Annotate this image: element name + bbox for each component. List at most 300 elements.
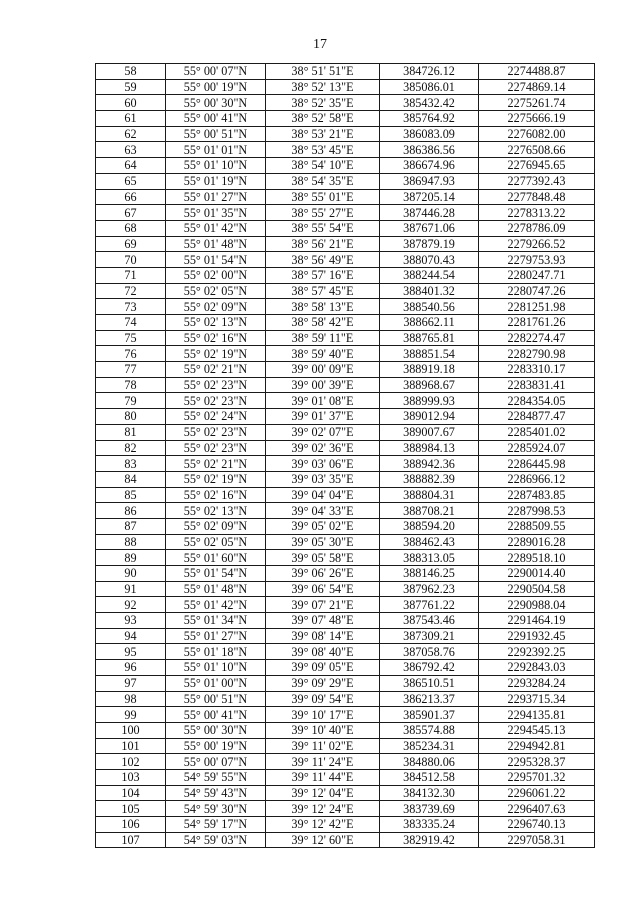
x-coordinate-cell: 387671.06 (380, 220, 479, 236)
latitude-cell: 55° 02' 19"N (166, 346, 266, 362)
latitude-cell: 55° 01' 54"N (166, 566, 266, 582)
latitude-cell: 55° 00' 51"N (166, 126, 266, 142)
longitude-cell: 38° 55' 54"E (266, 220, 380, 236)
x-coordinate-cell: 384726.12 (380, 64, 479, 80)
table-row (96, 283, 595, 299)
latitude-cell: 55° 01' 54"N (166, 252, 266, 268)
latitude-cell: 55° 01' 18"N (166, 644, 266, 660)
latitude-cell: 54° 59' 03"N (166, 832, 266, 848)
longitude-cell: 39° 01' 08"E (266, 393, 380, 409)
point-number-cell: 86 (96, 503, 166, 519)
table-row (96, 691, 595, 707)
point-number-cell: 103 (96, 769, 166, 785)
table-row (96, 518, 595, 534)
table-row (96, 754, 595, 770)
table-row (96, 424, 595, 440)
y-coordinate-cell: 2289518.10 (479, 550, 595, 566)
latitude-cell: 55° 02' 00"N (166, 267, 266, 283)
coordinate-table-body (96, 64, 595, 848)
point-number-cell: 77 (96, 362, 166, 378)
table-row (96, 220, 595, 236)
x-coordinate-cell: 388662.11 (380, 315, 479, 331)
y-coordinate-cell: 2285924.07 (479, 440, 595, 456)
point-number-cell: 85 (96, 487, 166, 503)
y-coordinate-cell: 2278786.09 (479, 220, 595, 236)
table-row (96, 550, 595, 566)
latitude-cell: 55° 01' 42"N (166, 597, 266, 613)
longitude-cell: 39° 02' 36"E (266, 440, 380, 456)
x-coordinate-cell: 387205.14 (380, 189, 479, 205)
x-coordinate-cell: 386213.37 (380, 691, 479, 707)
point-number-cell: 104 (96, 785, 166, 801)
point-number-cell: 92 (96, 597, 166, 613)
longitude-cell: 38° 54' 10"E (266, 158, 380, 174)
table-row (96, 158, 595, 174)
x-coordinate-cell: 386674.96 (380, 158, 479, 174)
point-number-cell: 83 (96, 456, 166, 472)
longitude-cell: 39° 03' 06"E (266, 456, 380, 472)
latitude-cell: 54° 59' 30"N (166, 801, 266, 817)
longitude-cell: 38° 56' 21"E (266, 236, 380, 252)
latitude-cell: 55° 01' 10"N (166, 158, 266, 174)
latitude-cell: 55° 00' 07"N (166, 754, 266, 770)
longitude-cell: 39° 07' 48"E (266, 613, 380, 629)
latitude-cell: 55° 02' 05"N (166, 283, 266, 299)
point-number-cell: 105 (96, 801, 166, 817)
x-coordinate-cell: 388968.67 (380, 377, 479, 393)
latitude-cell: 55° 02' 23"N (166, 440, 266, 456)
x-coordinate-cell: 387879.19 (380, 236, 479, 252)
longitude-cell: 39° 12' 42"E (266, 817, 380, 833)
table-row (96, 471, 595, 487)
x-coordinate-cell: 385234.31 (380, 738, 479, 754)
point-number-cell: 64 (96, 158, 166, 174)
x-coordinate-cell: 388804.31 (380, 487, 479, 503)
y-coordinate-cell: 2280247.71 (479, 267, 595, 283)
table-row (96, 581, 595, 597)
y-coordinate-cell: 2282274.47 (479, 330, 595, 346)
y-coordinate-cell: 2289016.28 (479, 534, 595, 550)
table-row (96, 597, 595, 613)
y-coordinate-cell: 2280747.26 (479, 283, 595, 299)
point-number-cell: 58 (96, 64, 166, 80)
table-row (96, 769, 595, 785)
y-coordinate-cell: 2295701.32 (479, 769, 595, 785)
longitude-cell: 39° 04' 33"E (266, 503, 380, 519)
point-number-cell: 79 (96, 393, 166, 409)
point-number-cell: 78 (96, 377, 166, 393)
point-number-cell: 76 (96, 346, 166, 362)
y-coordinate-cell: 2287998.53 (479, 503, 595, 519)
x-coordinate-cell: 384880.06 (380, 754, 479, 770)
longitude-cell: 39° 10' 40"E (266, 722, 380, 738)
y-coordinate-cell: 2281761.26 (479, 315, 595, 331)
latitude-cell: 55° 01' 48"N (166, 236, 266, 252)
table-row (96, 126, 595, 142)
point-number-cell: 60 (96, 95, 166, 111)
y-coordinate-cell: 2276508.66 (479, 142, 595, 158)
y-coordinate-cell: 2294942.81 (479, 738, 595, 754)
y-coordinate-cell: 2293284.24 (479, 675, 595, 691)
table-row (96, 252, 595, 268)
x-coordinate-cell: 386792.42 (380, 660, 479, 676)
x-coordinate-cell: 388146.25 (380, 566, 479, 582)
longitude-cell: 39° 11' 44"E (266, 769, 380, 785)
latitude-cell: 55° 00' 07"N (166, 64, 266, 80)
longitude-cell: 38° 54' 35"E (266, 173, 380, 189)
y-coordinate-cell: 2284877.47 (479, 409, 595, 425)
longitude-cell: 38° 52' 35"E (266, 95, 380, 111)
y-coordinate-cell: 2292392.25 (479, 644, 595, 660)
longitude-cell: 38° 51' 51"E (266, 64, 380, 80)
longitude-cell: 39° 10' 17"E (266, 707, 380, 723)
table-row (96, 173, 595, 189)
table-row (96, 64, 595, 80)
longitude-cell: 38° 57' 16"E (266, 267, 380, 283)
longitude-cell: 38° 52' 58"E (266, 111, 380, 127)
y-coordinate-cell: 2290014.40 (479, 566, 595, 582)
table-row (96, 785, 595, 801)
longitude-cell: 39° 01' 37"E (266, 409, 380, 425)
table-row (96, 299, 595, 315)
latitude-cell: 55° 00' 41"N (166, 707, 266, 723)
longitude-cell: 39° 08' 40"E (266, 644, 380, 660)
y-coordinate-cell: 2276082.00 (479, 126, 595, 142)
y-coordinate-cell: 2296407.63 (479, 801, 595, 817)
x-coordinate-cell: 387962.23 (380, 581, 479, 597)
longitude-cell: 39° 12' 04"E (266, 785, 380, 801)
latitude-cell: 55° 00' 19"N (166, 738, 266, 754)
point-number-cell: 106 (96, 817, 166, 833)
point-number-cell: 67 (96, 205, 166, 221)
longitude-cell: 39° 08' 14"E (266, 628, 380, 644)
table-row (96, 722, 595, 738)
point-number-cell: 61 (96, 111, 166, 127)
table-row (96, 111, 595, 127)
table-row (96, 189, 595, 205)
x-coordinate-cell: 383739.69 (380, 801, 479, 817)
latitude-cell: 55° 01' 00"N (166, 675, 266, 691)
table-row (96, 707, 595, 723)
longitude-cell: 39° 00' 09"E (266, 362, 380, 378)
x-coordinate-cell: 388070.43 (380, 252, 479, 268)
x-coordinate-cell: 388984.13 (380, 440, 479, 456)
x-coordinate-cell: 385901.37 (380, 707, 479, 723)
table-row (96, 393, 595, 409)
table-row (96, 644, 595, 660)
y-coordinate-cell: 2274869.14 (479, 79, 595, 95)
table-row (96, 738, 595, 754)
x-coordinate-cell: 384512.58 (380, 769, 479, 785)
x-coordinate-cell: 388540.56 (380, 299, 479, 315)
table-row (96, 95, 595, 111)
y-coordinate-cell: 2287483.85 (479, 487, 595, 503)
latitude-cell: 55° 02' 23"N (166, 393, 266, 409)
latitude-cell: 55° 02' 16"N (166, 487, 266, 503)
longitude-cell: 39° 11' 02"E (266, 738, 380, 754)
x-coordinate-cell: 384132.30 (380, 785, 479, 801)
table-row (96, 801, 595, 817)
y-coordinate-cell: 2294135.81 (479, 707, 595, 723)
x-coordinate-cell: 387543.46 (380, 613, 479, 629)
point-number-cell: 62 (96, 126, 166, 142)
x-coordinate-cell: 385764.92 (380, 111, 479, 127)
longitude-cell: 38° 58' 13"E (266, 299, 380, 315)
longitude-cell: 38° 53' 45"E (266, 142, 380, 158)
table-row (96, 315, 595, 331)
y-coordinate-cell: 2296740.13 (479, 817, 595, 833)
longitude-cell: 39° 12' 24"E (266, 801, 380, 817)
point-number-cell: 65 (96, 173, 166, 189)
point-number-cell: 72 (96, 283, 166, 299)
point-number-cell: 71 (96, 267, 166, 283)
point-number-cell: 107 (96, 832, 166, 848)
point-number-cell: 80 (96, 409, 166, 425)
y-coordinate-cell: 2278313.22 (479, 205, 595, 221)
latitude-cell: 55° 00' 30"N (166, 95, 266, 111)
x-coordinate-cell: 388882.39 (380, 471, 479, 487)
point-number-cell: 82 (96, 440, 166, 456)
point-number-cell: 74 (96, 315, 166, 331)
latitude-cell: 55° 02' 19"N (166, 471, 266, 487)
table-row (96, 503, 595, 519)
point-number-cell: 91 (96, 581, 166, 597)
longitude-cell: 38° 58' 42"E (266, 315, 380, 331)
latitude-cell: 55° 02' 16"N (166, 330, 266, 346)
table-row (96, 362, 595, 378)
longitude-cell: 38° 52' 13"E (266, 79, 380, 95)
y-coordinate-cell: 2277392.43 (479, 173, 595, 189)
latitude-cell: 55° 01' 19"N (166, 173, 266, 189)
x-coordinate-cell: 388594.20 (380, 518, 479, 534)
point-number-cell: 84 (96, 471, 166, 487)
x-coordinate-cell: 388919.18 (380, 362, 479, 378)
longitude-cell: 39° 07' 21"E (266, 597, 380, 613)
point-number-cell: 99 (96, 707, 166, 723)
latitude-cell: 55° 01' 01"N (166, 142, 266, 158)
point-number-cell: 100 (96, 722, 166, 738)
y-coordinate-cell: 2286966.12 (479, 471, 595, 487)
x-coordinate-cell: 388244.54 (380, 267, 479, 283)
y-coordinate-cell: 2290504.58 (479, 581, 595, 597)
latitude-cell: 55° 02' 13"N (166, 315, 266, 331)
longitude-cell: 39° 05' 30"E (266, 534, 380, 550)
latitude-cell: 55° 01' 27"N (166, 628, 266, 644)
latitude-cell: 55° 02' 05"N (166, 534, 266, 550)
y-coordinate-cell: 2294545.13 (479, 722, 595, 738)
point-number-cell: 96 (96, 660, 166, 676)
table-row (96, 675, 595, 691)
table-row (96, 409, 595, 425)
x-coordinate-cell: 388942.36 (380, 456, 479, 472)
point-number-cell: 69 (96, 236, 166, 252)
longitude-cell: 39° 09' 29"E (266, 675, 380, 691)
y-coordinate-cell: 2290988.04 (479, 597, 595, 613)
y-coordinate-cell: 2279266.52 (479, 236, 595, 252)
point-number-cell: 66 (96, 189, 166, 205)
table-row (96, 628, 595, 644)
y-coordinate-cell: 2282790.98 (479, 346, 595, 362)
longitude-cell: 38° 57' 45"E (266, 283, 380, 299)
table-row (96, 832, 595, 848)
point-number-cell: 98 (96, 691, 166, 707)
table-row (96, 487, 595, 503)
latitude-cell: 55° 01' 27"N (166, 189, 266, 205)
longitude-cell: 38° 56' 49"E (266, 252, 380, 268)
latitude-cell: 55° 01' 35"N (166, 205, 266, 221)
table-row (96, 613, 595, 629)
table-row (96, 346, 595, 362)
y-coordinate-cell: 2279753.93 (479, 252, 595, 268)
table-row (96, 440, 595, 456)
y-coordinate-cell: 2296061.22 (479, 785, 595, 801)
table-row (96, 456, 595, 472)
latitude-cell: 55° 01' 60"N (166, 550, 266, 566)
y-coordinate-cell: 2275666.19 (479, 111, 595, 127)
latitude-cell: 55° 02' 23"N (166, 377, 266, 393)
longitude-cell: 39° 11' 24"E (266, 754, 380, 770)
longitude-cell: 38° 55' 01"E (266, 189, 380, 205)
coordinate-table (95, 63, 595, 848)
x-coordinate-cell: 386947.93 (380, 173, 479, 189)
longitude-cell: 39° 05' 02"E (266, 518, 380, 534)
y-coordinate-cell: 2288509.55 (479, 518, 595, 534)
longitude-cell: 39° 04' 04"E (266, 487, 380, 503)
y-coordinate-cell: 2274488.87 (479, 64, 595, 80)
point-number-cell: 94 (96, 628, 166, 644)
point-number-cell: 81 (96, 424, 166, 440)
latitude-cell: 55° 02' 24"N (166, 409, 266, 425)
x-coordinate-cell: 385432.42 (380, 95, 479, 111)
table-row (96, 566, 595, 582)
y-coordinate-cell: 2277848.48 (479, 189, 595, 205)
x-coordinate-cell: 388851.54 (380, 346, 479, 362)
point-number-cell: 101 (96, 738, 166, 754)
longitude-cell: 38° 59' 11"E (266, 330, 380, 346)
x-coordinate-cell: 388765.81 (380, 330, 479, 346)
longitude-cell: 39° 12' 60"E (266, 832, 380, 848)
point-number-cell: 68 (96, 220, 166, 236)
longitude-cell: 39° 06' 54"E (266, 581, 380, 597)
latitude-cell: 55° 01' 34"N (166, 613, 266, 629)
x-coordinate-cell: 387446.28 (380, 205, 479, 221)
table-row (96, 534, 595, 550)
table-row (96, 660, 595, 676)
point-number-cell: 95 (96, 644, 166, 660)
x-coordinate-cell: 385086.01 (380, 79, 479, 95)
x-coordinate-cell: 388313.05 (380, 550, 479, 566)
point-number-cell: 87 (96, 518, 166, 534)
point-number-cell: 59 (96, 79, 166, 95)
point-number-cell: 70 (96, 252, 166, 268)
y-coordinate-cell: 2286445.98 (479, 456, 595, 472)
table-row (96, 236, 595, 252)
table-row (96, 142, 595, 158)
x-coordinate-cell: 388462.43 (380, 534, 479, 550)
point-number-cell: 90 (96, 566, 166, 582)
longitude-cell: 39° 06' 26"E (266, 566, 380, 582)
x-coordinate-cell: 387058.76 (380, 644, 479, 660)
latitude-cell: 55° 00' 30"N (166, 722, 266, 738)
table-row (96, 817, 595, 833)
x-coordinate-cell: 389007.67 (380, 424, 479, 440)
latitude-cell: 54° 59' 43"N (166, 785, 266, 801)
latitude-cell: 55° 01' 42"N (166, 220, 266, 236)
table-row (96, 205, 595, 221)
longitude-cell: 39° 00' 39"E (266, 377, 380, 393)
latitude-cell: 55° 02' 13"N (166, 503, 266, 519)
latitude-cell: 55° 00' 41"N (166, 111, 266, 127)
longitude-cell: 38° 59' 40"E (266, 346, 380, 362)
point-number-cell: 97 (96, 675, 166, 691)
longitude-cell: 39° 09' 05"E (266, 660, 380, 676)
latitude-cell: 55° 02' 21"N (166, 362, 266, 378)
x-coordinate-cell: 388708.21 (380, 503, 479, 519)
point-number-cell: 63 (96, 142, 166, 158)
x-coordinate-cell: 386083.09 (380, 126, 479, 142)
point-number-cell: 88 (96, 534, 166, 550)
y-coordinate-cell: 2275261.74 (479, 95, 595, 111)
x-coordinate-cell: 386386.56 (380, 142, 479, 158)
x-coordinate-cell: 387309.21 (380, 628, 479, 644)
x-coordinate-cell: 389012.94 (380, 409, 479, 425)
y-coordinate-cell: 2285401.02 (479, 424, 595, 440)
y-coordinate-cell: 2284354.05 (479, 393, 595, 409)
latitude-cell: 55° 01' 10"N (166, 660, 266, 676)
y-coordinate-cell: 2292843.03 (479, 660, 595, 676)
x-coordinate-cell: 388401.32 (380, 283, 479, 299)
latitude-cell: 54° 59' 17"N (166, 817, 266, 833)
x-coordinate-cell: 386510.51 (380, 675, 479, 691)
latitude-cell: 55° 02' 09"N (166, 299, 266, 315)
latitude-cell: 55° 02' 09"N (166, 518, 266, 534)
x-coordinate-cell: 387761.22 (380, 597, 479, 613)
point-number-cell: 75 (96, 330, 166, 346)
table-row (96, 330, 595, 346)
table-row (96, 377, 595, 393)
point-number-cell: 93 (96, 613, 166, 629)
y-coordinate-cell: 2297058.31 (479, 832, 595, 848)
table-row (96, 267, 595, 283)
y-coordinate-cell: 2291464.19 (479, 613, 595, 629)
point-number-cell: 102 (96, 754, 166, 770)
y-coordinate-cell: 2295328.37 (479, 754, 595, 770)
y-coordinate-cell: 2283831.41 (479, 377, 595, 393)
x-coordinate-cell: 382919.42 (380, 832, 479, 848)
point-number-cell: 89 (96, 550, 166, 566)
point-number-cell: 73 (96, 299, 166, 315)
page-number: 17 (313, 37, 327, 52)
y-coordinate-cell: 2281251.98 (479, 299, 595, 315)
longitude-cell: 39° 02' 07"E (266, 424, 380, 440)
x-coordinate-cell: 383335.24 (380, 817, 479, 833)
y-coordinate-cell: 2276945.65 (479, 158, 595, 174)
longitude-cell: 39° 09' 54"E (266, 691, 380, 707)
x-coordinate-cell: 388999.93 (380, 393, 479, 409)
longitude-cell: 39° 03' 35"E (266, 471, 380, 487)
y-coordinate-cell: 2291932.45 (479, 628, 595, 644)
y-coordinate-cell: 2293715.34 (479, 691, 595, 707)
y-coordinate-cell: 2283310.17 (479, 362, 595, 378)
latitude-cell: 55° 00' 19"N (166, 79, 266, 95)
longitude-cell: 38° 53' 21"E (266, 126, 380, 142)
longitude-cell: 38° 55' 27"E (266, 205, 380, 221)
latitude-cell: 55° 02' 23"N (166, 424, 266, 440)
latitude-cell: 54° 59' 55"N (166, 769, 266, 785)
longitude-cell: 39° 05' 58"E (266, 550, 380, 566)
table-row (96, 79, 595, 95)
x-coordinate-cell: 385574.88 (380, 722, 479, 738)
